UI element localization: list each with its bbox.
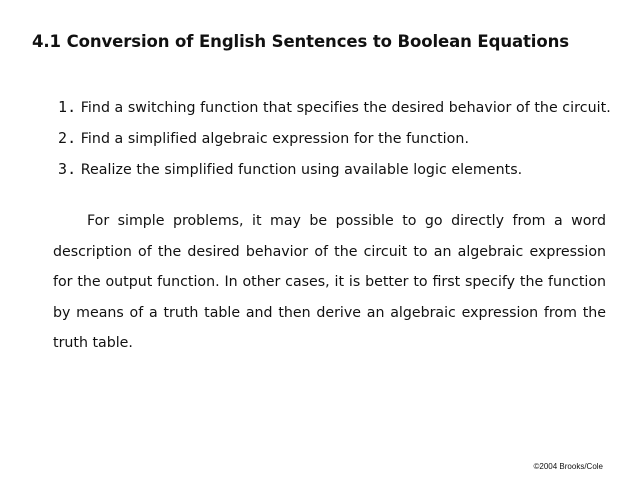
list-item [58,154,611,185]
list-item [58,92,611,123]
step-text: Find a simplified algebraic expression for the function. [80,131,470,147]
copyright-notice: ©2004 Brooks/Cole [533,462,603,471]
slide-title: 4.1 Conversion of English Sentences to Boolean Equations [32,32,569,51]
step-number: 2. [58,129,77,147]
step-number: 3. [58,160,77,178]
step-text: Realize the simplified function using available logic elements. [80,162,523,178]
step-number: 1. [58,98,77,116]
list-item [58,123,611,154]
body-paragraph: For simple problems, it may be possible to go directly from a word description of the desired behavior of the circuit to an algebraic expression for the output function. In other cases, it is better to first specify the function by means of a truth table and then derive an algebraic expression from the truth table. [53,213,606,351]
steps-list [58,92,611,185]
step-text: Find a switching function that specifies the desired behavior of the circuit. [80,100,611,116]
